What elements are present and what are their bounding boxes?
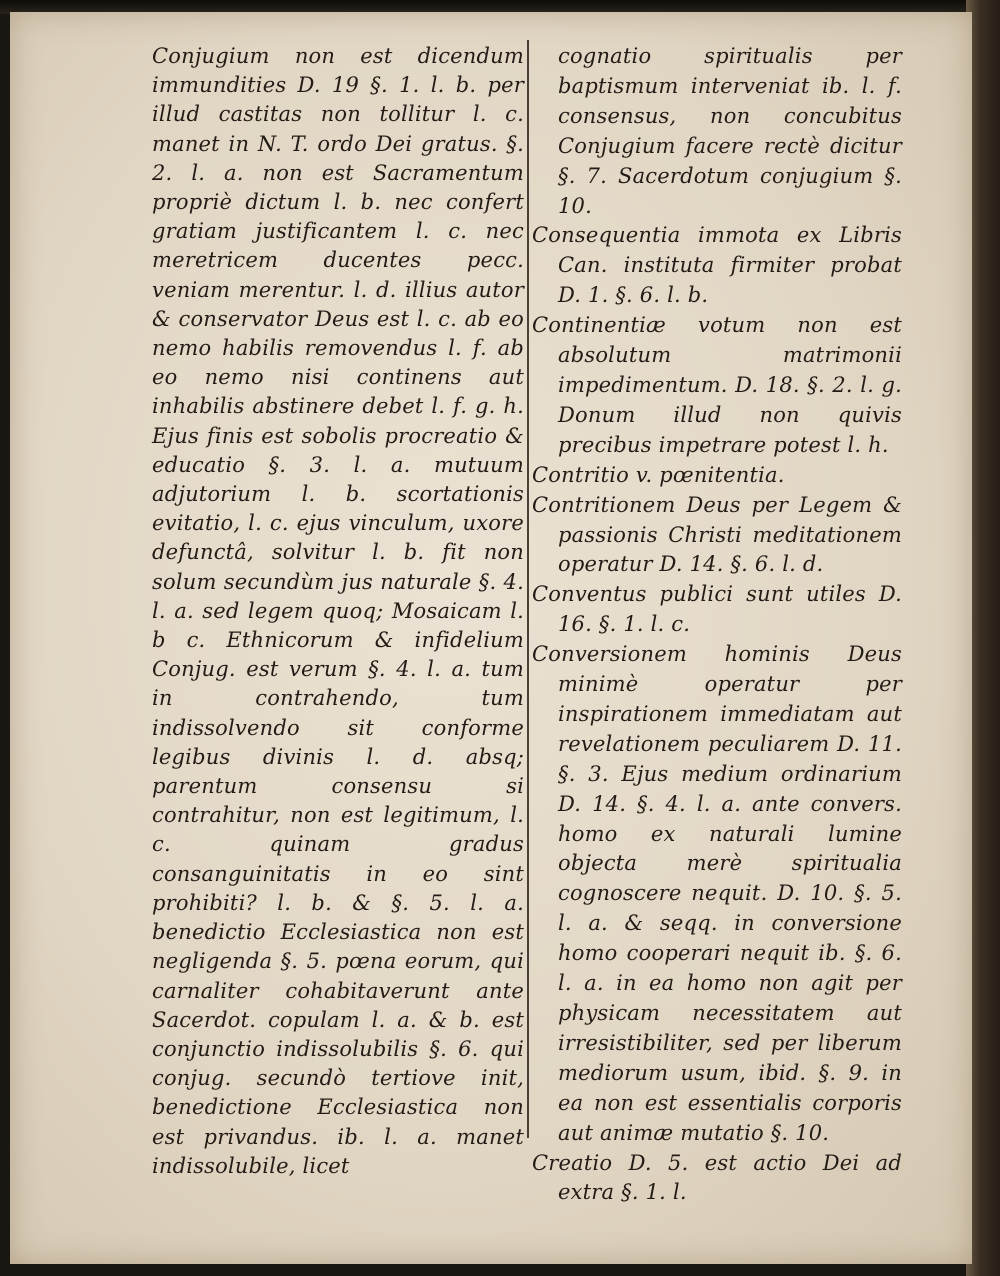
index-entry-consequentia: Consequentia immota ex Libris Can. instituta firmiter probat D. 1. §. 6. l. b. (532, 223, 902, 308)
index-entry-conjugium: Conjugium non est dicendum immundities D. 19 §. 1. l. b. per illud castitas non tollitur l. c. manet in N. T. ordo Dei gratus. §. 2. l. a. non est Sacramentum propriè dictum l. b. nec confert gratiam justificantem l. c. nec meretricem ducentes pecc. veniam merentur. l. d. illius autor & conservator Deus est l. c. ab eo nemo habilis removendus l. f. ab eo nemo nisi continens aut inhabilis abstinere debet l. f. g. h. Ejus finis est sobolis procreatio & educatio §. 3. l. a. mutuum adjutorium l. b. scortationis evitatio, l. c. ejus vinculum, uxore defunctâ, solvitur l. b. fit non solum secundùm jus naturale §. 4. l. a. sed legem quoq; Mosaicam l. b c. Ethnicorum & infidelium Conjug. est verum §. 4. l. a. tum in contrahendo, tum indissolvendo sit conforme legibus divinis l. d. absq; parentum consensu si contrahitur, non est legitimum, l. c. quinam gradus consanguinitatis in eo sint prohibiti? l. b. & §. 5. l. a. benedictio Ecclesiastica non est negligenda §. 5. pœna eorum, qui carnaliter cohabitaverunt ante Sacerdot. copulam l. a. & b. est conjunctio indissolubilis §. 6. qui conjug. secundò tertiove init, benedictione Ecclesiastica non est privandus. ib. l. a. manet indissolubile, licet (152, 44, 524, 1178)
index-entry-conversionem: Conversionem hominis Deus minimè operatur per inspirationem immediatam aut revelationem peculiarem D. 11. §. 3. Ejus medium ordinarium D. 14. §. 4. l. a. ante convers. homo ex naturali lumine objecta merè spiritualia cognoscere nequit. D. 10. §. 5. l. a. & seqq. in conversione homo cooperari nequit ib. §. 6. l. a. in ea homo non agit per physicam necessitatem aut irresistibiliter, sed per liberum mediorum usum, ibid. §. 9. in ea non est essentialis corporis aut animæ mutatio §. 10. (532, 642, 902, 1145)
right-column (532, 42, 902, 1208)
index-entry-continentia: Continentiæ votum non est absolutum matrimonii impedimentum. D. 18. §. 2. l. g. Donum illud non quivis precibus impetrare potest l. h. (532, 313, 902, 457)
left-column (152, 42, 524, 1181)
index-entry-creatio: Creatio D. 5. est actio Dei ad extra §. 1. l. (532, 1150, 902, 1205)
index-entry-conventus: Conventus publici sunt utiles D. 16. §. 1. l. c. (532, 582, 902, 637)
document-page (10, 12, 972, 1264)
index-entry-continuation: cognatio spiritualis per baptismum interveniat ib. l. f. consensus, non concubitus Conjugium facere rectè dicitur §. 7. Sacerdotum conjugium §. 10. (558, 44, 902, 218)
index-entry-contritio: Contritio v. pœnitentia. (532, 462, 785, 487)
index-entry-contritionem: Contritionem Deus per Legem & passionis Christi meditationem operatur D. 14. §. 6. l. d. (532, 492, 902, 577)
column-divider (527, 40, 529, 1138)
